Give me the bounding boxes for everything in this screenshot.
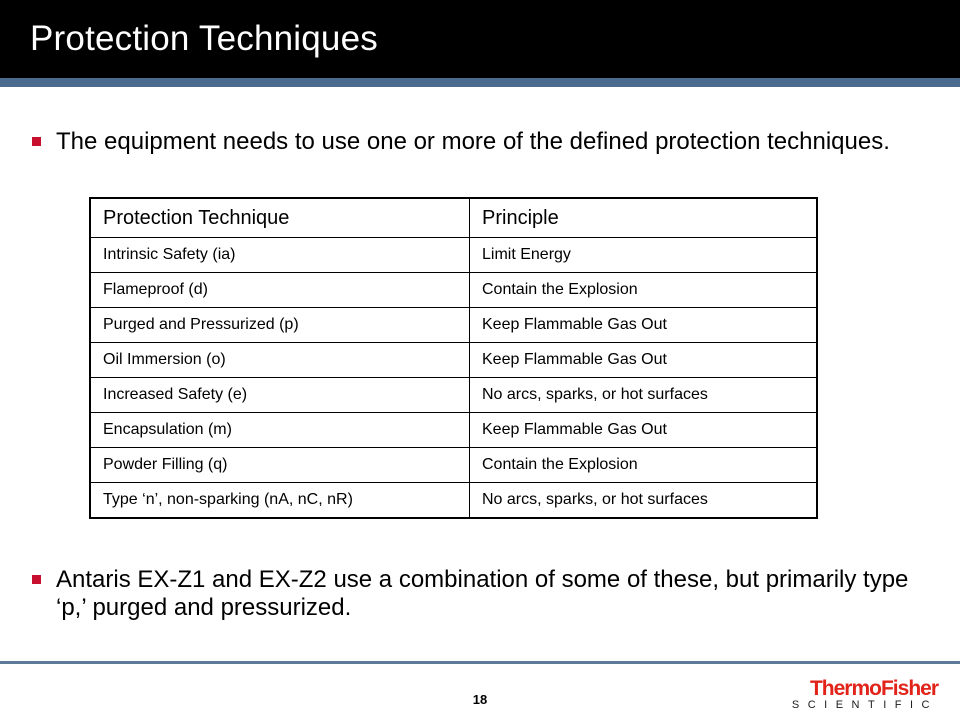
- bullet-text: The equipment needs to use one or more of the defined protection techniques.: [56, 128, 890, 155]
- principle-cell: Keep Flammable Gas Out: [470, 343, 818, 378]
- logo-sub-text: SCIENTIFIC: [791, 699, 938, 711]
- table-row: [90, 413, 817, 448]
- technique-cell: Intrinsic Safety (ia): [90, 238, 470, 273]
- technique-cell: Type ‘n’, non-sparking (nA, nC, nR): [90, 483, 470, 519]
- bullet-item: [32, 566, 912, 622]
- technique-cell: Purged and Pressurized (p): [90, 308, 470, 343]
- bullet-text: Antaris EX-Z1 and EX-Z2 use a combination of some of these, but primarily type ‘p,’ purged and pressurized.: [56, 566, 909, 621]
- bullet-square-icon: [32, 137, 41, 146]
- principle-cell: Keep Flammable Gas Out: [470, 413, 818, 448]
- technique-cell: Oil Immersion (o): [90, 343, 470, 378]
- principle-cell: No arcs, sparks, or hot surfaces: [470, 378, 818, 413]
- title-underline: [0, 78, 960, 87]
- bullet-square-icon: [32, 575, 41, 584]
- principle-cell: Contain the Explosion: [470, 448, 818, 483]
- title-bar: [0, 0, 960, 78]
- table-row: [90, 273, 817, 308]
- slide-title: Protection Techniques: [30, 19, 378, 58]
- logo-brand-text: ThermoFisher: [809, 677, 938, 700]
- table-row: [90, 238, 817, 273]
- principle-cell: No arcs, sparks, or hot surfaces: [470, 483, 818, 519]
- header-cell: Principle: [470, 198, 818, 238]
- technique-cell: Increased Safety (e): [90, 378, 470, 413]
- principle-cell: Limit Energy: [470, 238, 818, 273]
- table-row: [90, 483, 817, 519]
- protection-table: [89, 197, 818, 519]
- table-row: [90, 378, 817, 413]
- table-row: [90, 448, 817, 483]
- header-cell: Protection Technique: [90, 198, 470, 238]
- principle-cell: Keep Flammable Gas Out: [470, 308, 818, 343]
- thermo-fisher-logo: [786, 677, 944, 713]
- table-row: [90, 343, 817, 378]
- footer-divider: [0, 661, 960, 664]
- technique-cell: Powder Filling (q): [90, 448, 470, 483]
- table-row: [90, 308, 817, 343]
- technique-cell: Encapsulation (m): [90, 413, 470, 448]
- principle-cell: Contain the Explosion: [470, 273, 818, 308]
- page-number: 18: [472, 692, 488, 707]
- technique-cell: Flameproof (d): [90, 273, 470, 308]
- bullet-item: [32, 128, 912, 156]
- table-header-row: [90, 198, 817, 238]
